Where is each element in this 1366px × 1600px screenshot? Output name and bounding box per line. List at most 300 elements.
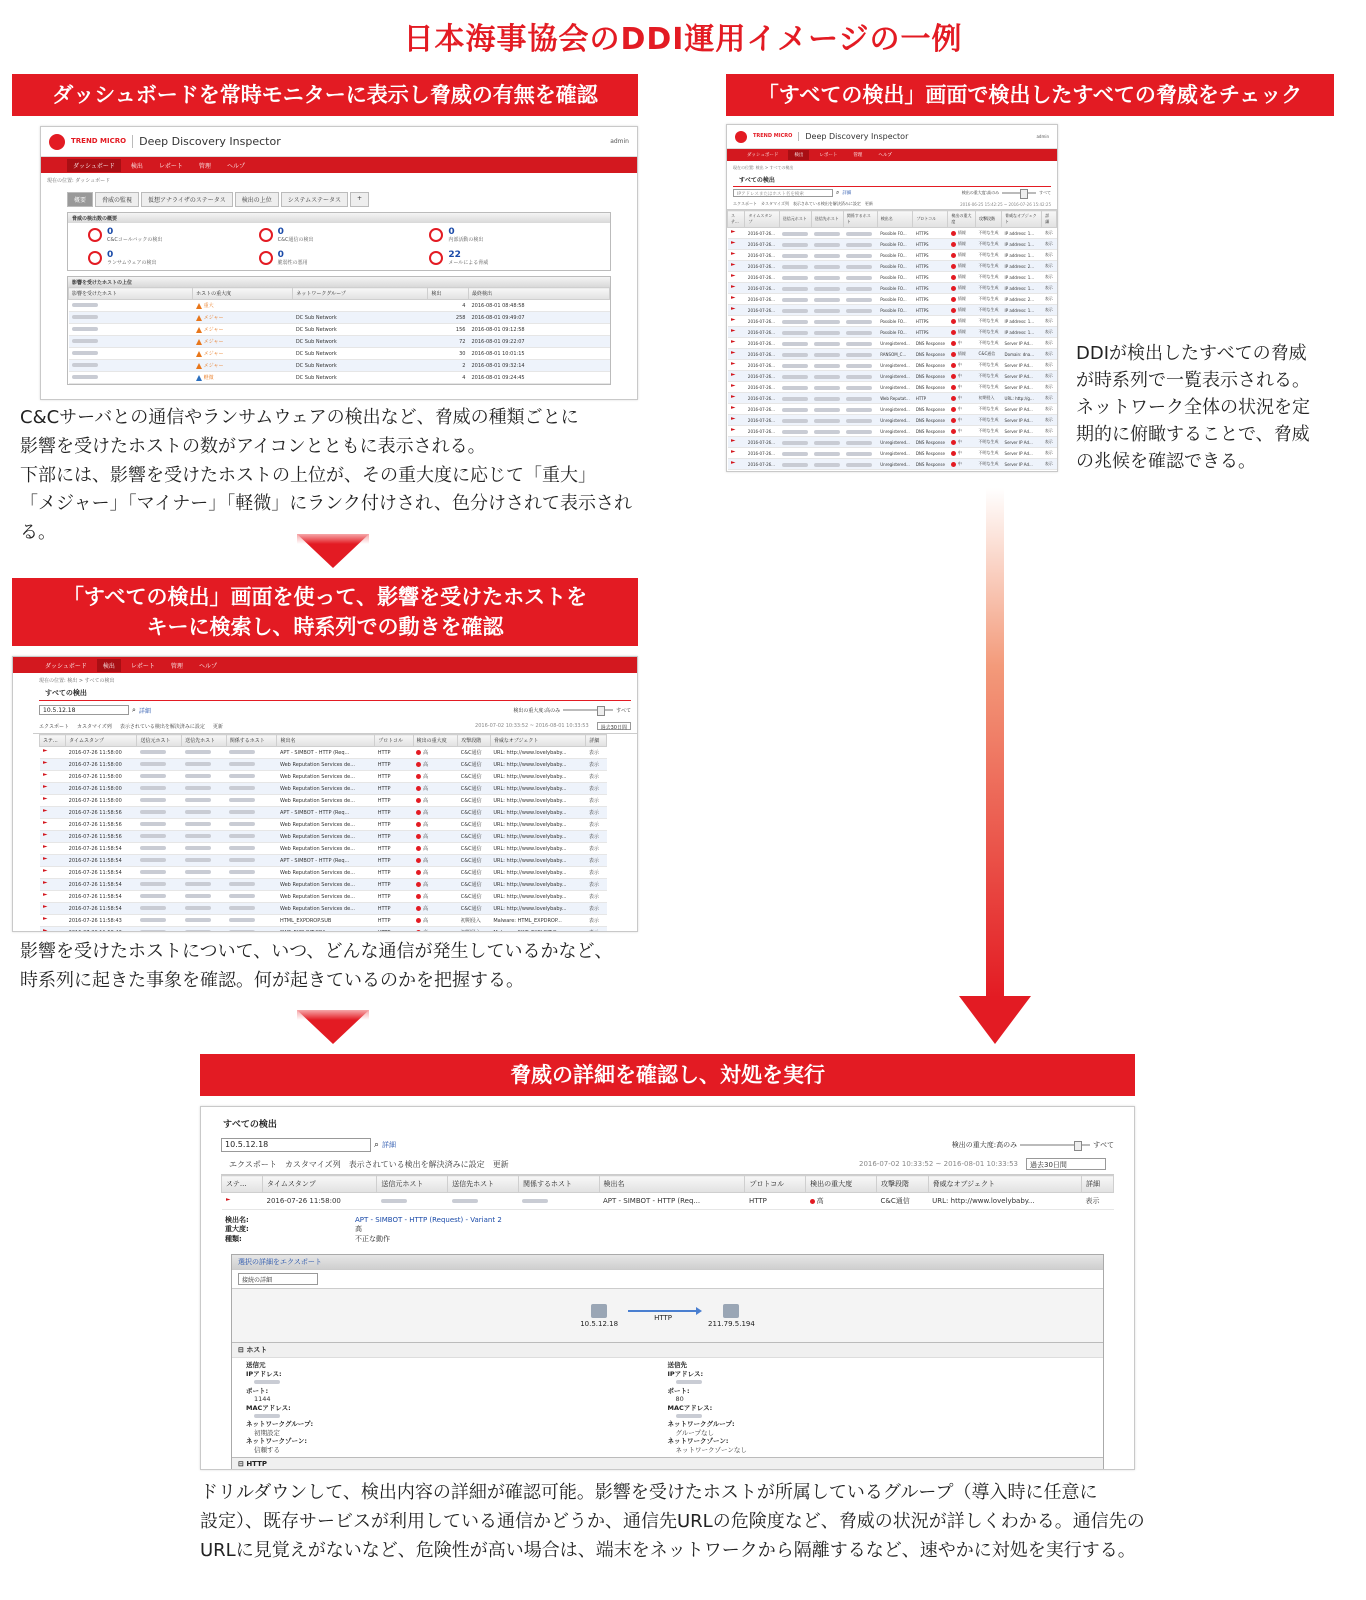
detail-link[interactable]: 表示 (1042, 371, 1057, 382)
detail-link[interactable]: 表示 (1042, 250, 1057, 261)
http-section-header[interactable]: ⊟ HTTP (232, 1457, 1103, 1470)
nav-dashboard[interactable]: ダッシュボード (747, 153, 779, 158)
table-row[interactable]: 2016-07-26... Unregistered... DNS Response 中 不明な生成 Server IP Ad... 表示 (728, 338, 1057, 349)
table-row[interactable]: メジャー DC Sub Network 2 2016-08-01 09:32:14 (69, 360, 610, 372)
column-header[interactable]: ステ... (728, 211, 745, 228)
detections-table (727, 210, 1057, 472)
table-row[interactable]: 2016-07-26 11:58:00 Web Reputation Services de... HTTP 高 C&C通信 URL: http://www.lovelybaby... 表示 (40, 795, 607, 807)
field: ネットワークグループ: グループなし (667, 1420, 735, 1437)
detail-link[interactable]: 表示 (1042, 327, 1057, 338)
redacted-value (814, 452, 840, 456)
field: ネットワークグループ: 初期設定 (246, 1420, 314, 1437)
column-header[interactable]: 脅威なオブジェクト (490, 735, 586, 747)
nav-admin[interactable]: 管理 (198, 162, 211, 170)
redacted-value (140, 894, 166, 898)
severity-icon (951, 297, 956, 302)
redacted-value (676, 1380, 702, 1384)
field: IPアドレス: (246, 1370, 668, 1387)
table-row[interactable]: 2016-07-26... Possible FO... HTTPS 情報 不明な生成 IP address: 1... 表示 (728, 250, 1057, 261)
app-header (41, 127, 637, 157)
column-header[interactable]: 攻撃段階 (876, 1176, 928, 1193)
customize-columns-button[interactable]: カスタマイズ列 (76, 723, 112, 730)
redacted-value (782, 408, 808, 412)
severity-all-label: すべて (616, 707, 631, 714)
nav-dashboard[interactable]: ダッシュボード (45, 662, 87, 670)
column-header[interactable]: 詳細 (1082, 1176, 1114, 1193)
main-nav (13, 657, 637, 673)
search-input[interactable]: IPアドレスまたはホスト名を検索 (733, 189, 833, 197)
redacted-value (814, 463, 840, 467)
counter-email[interactable]: 22 メールによる脅威 (429, 250, 590, 267)
detail-link[interactable]: 表示 (1042, 228, 1057, 239)
redacted-value (782, 353, 808, 357)
table-row[interactable]: 2016-07-26... Possible FO... HTTPS 情報 不明な生成 IP address: 1... 表示 (728, 305, 1057, 316)
table-row[interactable]: 2016-07-26 11:58:56 APT - SIMBOT - HTTP (Req... HTTP 高 C&C通信 URL: http://www.lovelybaby... 表示 (40, 807, 607, 819)
detail-link[interactable]: 表示 (1042, 459, 1057, 470)
redacted-value (782, 463, 808, 467)
table-row[interactable]: 重大 4 2016-08-01 08:48:58 (69, 300, 610, 312)
search-icon[interactable]: ⌕ (374, 1140, 380, 1150)
nav-detections[interactable]: 検出 (97, 659, 121, 672)
redacted-value (846, 243, 872, 247)
table-row[interactable]: 2016-07-26... Unregistered... DNS Response 中 不明な生成 Server IP Ad... 表示 (728, 437, 1057, 448)
detail-link[interactable]: 表示 (1042, 261, 1057, 272)
detail-link[interactable]: 表示 (586, 747, 607, 759)
column-header[interactable]: 関係するホスト (226, 735, 277, 747)
redacted-value (72, 303, 98, 307)
redacted-value (185, 834, 211, 838)
app-header (727, 125, 1057, 149)
table-row[interactable]: 2016-07-26... Web Reputat... HTTP 中 初期侵入 URL: http://g... 表示 (728, 393, 1057, 404)
flag-icon (731, 417, 736, 422)
table-row[interactable]: 2016-07-26 11:58:00 APT - SIMBOT - HTTP (Req... HTTP 高 C&C通信 URL: http://www.lovelybaby... 表示 (40, 747, 607, 759)
redacted-value (140, 930, 166, 932)
column-header[interactable]: 検出名 (277, 735, 375, 747)
redacted-value (452, 1199, 478, 1203)
severity-icon (951, 462, 956, 467)
table-row[interactable]: 2016-07-26 11:58:54 Web Reputation Services de... HTTP 高 C&C通信 URL: http://www.lovelybaby... 表示 (40, 879, 607, 891)
redacted-value (185, 762, 211, 766)
column-header[interactable]: 検出名 (599, 1176, 745, 1193)
refresh-button[interactable]: 更新 (212, 723, 223, 730)
redacted-value (185, 894, 211, 898)
export-button[interactable]: エクスポート (229, 1159, 277, 1169)
redacted-value (229, 750, 255, 754)
search-input[interactable]: 10.5.12.18 (221, 1138, 371, 1152)
detection-name-link[interactable]: APT - SIMBOT - HTTP (Request) - Variant 2 (355, 1216, 502, 1224)
search-icon[interactable]: ⌕ (836, 189, 840, 196)
redacted-value (185, 882, 211, 886)
column-header[interactable]: ステ... (40, 735, 66, 747)
severity-icon (196, 339, 202, 345)
trend-micro-logo-icon (735, 131, 747, 143)
severity-slider[interactable] (1002, 192, 1036, 194)
grid-toolbar (727, 199, 1057, 210)
redacted-value (254, 1380, 280, 1384)
redacted-value (185, 846, 211, 850)
date-range: 2016-07-02 10:33:52 ~ 2016-08-01 10:33:53 (475, 723, 589, 729)
column-header[interactable]: タイムスタンプ (66, 735, 137, 747)
table-row[interactable]: 2016-07-26... Unregistered... DNS Response 中 不明な生成 Server IP Ad... 表示 (728, 360, 1057, 371)
mark-resolved-button[interactable]: 表示されている検出を解決済みに設定 (792, 201, 861, 206)
detail-link[interactable]: 表示 (586, 915, 607, 927)
column-header[interactable]: 検出の重大度 (413, 735, 458, 747)
redacted-value (782, 441, 808, 445)
severity-icon (416, 894, 421, 899)
redacted-value (185, 810, 211, 814)
tab-va-status[interactable]: 仮想アナライザのステータス (141, 192, 233, 207)
period-select[interactable]: 過去30日間 (1026, 1158, 1106, 1170)
redacted-value (229, 858, 255, 862)
dashboard-tabs (41, 186, 637, 207)
detail-link[interactable]: 表示 (586, 843, 607, 855)
export-button[interactable]: エクスポート (733, 201, 757, 206)
severity-icon (951, 253, 956, 258)
detail-link[interactable]: 表示 (1042, 382, 1057, 393)
redacted-value (846, 265, 872, 269)
table-row[interactable]: 2016-07-26 11:58:00 Web Reputation Services de... HTTP 高 C&C通信 URL: http://www.lovelybaby... 表示 (40, 759, 607, 771)
search-bar (13, 701, 637, 719)
tab-system-status[interactable]: システムステータス (281, 192, 348, 207)
redacted-value (229, 798, 255, 802)
export-details-button[interactable]: 選択の詳細をエクスポート (232, 1255, 1103, 1269)
table-row[interactable]: 2016-07-26... Unregistered... DNS Response 中 不明な生成 Server IP Ad... 表示 (728, 426, 1057, 437)
protocol-node: HTTP (628, 1310, 698, 1322)
redacted-value (185, 798, 211, 802)
severity-icon (951, 429, 956, 434)
top-hosts-widget (67, 276, 611, 385)
redacted-value (185, 786, 211, 790)
redacted-value (185, 822, 211, 826)
counter-lateral[interactable]: 0 内部活動の検出 (429, 227, 590, 244)
redacted-value (140, 918, 166, 922)
redacted-value (72, 315, 98, 319)
detail-link[interactable]: 表示 (1042, 437, 1057, 448)
detail-link[interactable]: 表示 (586, 771, 607, 783)
severity-all-label: すべて (1039, 190, 1051, 195)
nav-admin[interactable]: 管理 (170, 662, 183, 670)
column-header[interactable]: 関係するホスト (518, 1176, 599, 1193)
table-row[interactable]: 2016-07-26 11:58:00 APT - SIMBOT - HTTP (Req... HTTP 高 C&C通信 URL: http://www.lovelybaby... 表示 (222, 1193, 1114, 1210)
flag-icon (731, 230, 736, 235)
table-row[interactable]: 2016-07-26 11:58:56 Web Reputation Services de... HTTP 高 C&C通信 URL: http://www.lovelybaby... 表示 (40, 831, 607, 843)
redacted-value (846, 320, 872, 324)
table-row[interactable]: 2016-07-26 11:58:54 Web Reputation Services de... HTTP 高 C&C通信 URL: http://www.lovelybaby... 表示 (40, 891, 607, 903)
severity-icon (196, 315, 202, 321)
table-row[interactable]: 2016-07-26... Unregistered... DNS Response 中 不明な生成 Server IP Ad... 表示 (728, 448, 1057, 459)
nav-detections[interactable]: 検出 (130, 162, 143, 170)
detail-link[interactable]: 表示 (586, 831, 607, 843)
nav-dashboard[interactable]: ダッシュボード (67, 159, 121, 172)
flag-icon (43, 845, 48, 850)
detail-link[interactable]: 表示 (1042, 426, 1057, 437)
table-row[interactable]: 2016-07-26 11:58:00 Web Reputation Services de... HTTP 高 C&C通信 URL: http://www.lovelybaby... 表示 (40, 771, 607, 783)
table-row[interactable]: 2016-07-26... Unregistered... DNS Response 中 不明な生成 Server IP Ad... 表示 (728, 404, 1057, 415)
detail-link[interactable]: 表示 (586, 855, 607, 867)
column-header[interactable]: プロトコル (375, 735, 413, 747)
severity-icon (951, 407, 956, 412)
severity-icon (196, 363, 202, 369)
detail-link[interactable]: 表示 (1042, 272, 1057, 283)
redacted-value (185, 858, 211, 862)
detail-link[interactable]: 表示 (1042, 349, 1057, 360)
column-header[interactable]: 送信先ホスト (448, 1176, 519, 1193)
table-row[interactable]: メジャー DC Sub Network 30 2016-08-01 10:01:15 (69, 348, 610, 360)
column-header[interactable]: ステ... (222, 1176, 263, 1193)
detail-link[interactable]: 表示 (586, 795, 607, 807)
redacted-value (814, 243, 840, 247)
host-section: 送信元 IPアドレス: ポート: 1144 MACアドレス: ネットワークグループ: 初期設定 ネットワークゾーン: 信頼する 送信先 IPアドレス: ポート: 80 MACアドレス: ネットワークグループ: グループなし ネットワークゾーン: ネットワークゾーンなし (232, 1358, 1103, 1457)
table-row[interactable]: メジャー DC Sub Network 156 2016-08-01 09:12:58 (69, 324, 610, 336)
redacted-value (782, 375, 808, 379)
step2-banner: 「すべての検出」画面を使って、影響を受けたホストを キーに検索し、時系列での動きを確認 (12, 578, 638, 646)
column-header[interactable]: 検出名 (877, 211, 913, 228)
advanced-search-link[interactable]: 詳細 (842, 191, 852, 196)
column-header[interactable]: 関係するホスト (843, 211, 877, 228)
redacted-value (846, 298, 872, 302)
detail-link[interactable]: 表示 (1042, 316, 1057, 327)
table-row[interactable]: 2016-07-26... Unregistered... DNS Response 中 不明な生成 Server IP Ad... 表示 (728, 415, 1057, 426)
detail-link[interactable]: 表示 (1042, 360, 1057, 371)
detections-table (221, 1175, 1114, 1210)
column-header[interactable]: 詳細 (1042, 211, 1057, 228)
ransomware-icon (88, 251, 102, 265)
table-row[interactable]: 2016-07-26... Unregistered... DNS Response 中 不明な生成 Server IP Ad... 表示 (728, 459, 1057, 470)
redacted-value (814, 232, 840, 236)
detail-link[interactable]: 表示 (586, 867, 607, 879)
table-row[interactable]: 2016-07-26... RANSOM_C... DNS Response 情報 C&C通信 Domain: dna... 表示 (728, 349, 1057, 360)
nav-reports[interactable]: レポート (130, 662, 155, 670)
column-header[interactable]: プロトコル (913, 211, 948, 228)
step2-caption: 影響を受けたホストについて、いつ、どんな通信が発生しているかなど、 時系列に起きた事象を確認。何が起きているのかを把握する。 (20, 941, 613, 991)
redacted-value (846, 309, 872, 313)
table-row[interactable]: メジャー DC Sub Network 72 2016-08-01 09:22:07 (69, 336, 610, 348)
nav-reports[interactable]: レポート (158, 162, 183, 170)
column-header[interactable]: 検出の重大度 (948, 211, 976, 228)
detail-link[interactable]: 表示 (1042, 283, 1057, 294)
nav-help[interactable]: ヘルプ (198, 662, 217, 670)
table-row[interactable]: 2016-07-26 11:58:54 Web Reputation Services de... HTTP 高 C&C通信 URL: http://www.lovelybaby... 表示 (40, 903, 607, 915)
page-title: 日本海事協会のDDI運用イメージの一例 (403, 22, 963, 57)
tab-threat-monitor[interactable]: 脅威の監視 (95, 192, 139, 207)
detail-link[interactable]: 表示 (1042, 448, 1057, 459)
detail-link[interactable]: 表示 (586, 903, 607, 915)
target-icon (88, 228, 102, 242)
redacted-value (522, 1199, 548, 1203)
redacted-value (782, 320, 808, 324)
advanced-search-link[interactable]: 詳細 (138, 707, 151, 715)
column-header[interactable]: 検出の重大度 (806, 1176, 877, 1193)
detail-link[interactable] (586, 927, 607, 933)
detail-link[interactable] (1042, 470, 1057, 473)
redacted-value (185, 750, 211, 754)
column-header[interactable]: 攻撃段階 (458, 735, 491, 747)
table-row[interactable]: 2016-07-26... Possible FO... HTTPS 情報 不明な生成 IP address: 1... 表示 (728, 316, 1057, 327)
severity-icon (951, 352, 956, 357)
severity-icon (951, 231, 956, 236)
table-row[interactable]: 2016-07-26 11:58:54 APT - SIMBOT - HTTP (Req... HTTP 高 C&C通信 URL: http://www.lovelybaby... 表示 (40, 855, 607, 867)
user-menu[interactable]: admin (1036, 134, 1049, 139)
refresh-button[interactable]: 更新 (492, 1159, 509, 1169)
redacted-value (229, 786, 255, 790)
column-header[interactable]: 送信元ホスト (137, 735, 182, 747)
column-header[interactable]: 脅威なオブジェクト (928, 1176, 1081, 1193)
trend-micro-logo-icon (49, 134, 65, 150)
table-row[interactable]: 2016-07-26... Possible FO... HTTPS 情報 不明な生成 IP address: 1... 表示 (728, 239, 1057, 250)
host-section-header[interactable]: ⊟ ホスト (232, 1342, 1103, 1358)
advanced-search-link[interactable]: 詳細 (382, 1141, 397, 1149)
search-input[interactable]: 10.5.12.18 (39, 705, 129, 715)
table-row[interactable]: 2016-07-26 11:58:43 HTML_EXPDROP.SUB HTTP 高 初期侵入 Malware: HTML_EXPDROP... 表示 (40, 915, 607, 927)
nav-detections[interactable]: 検出 (788, 150, 809, 160)
redacted-value (782, 298, 808, 302)
grid-toolbar (33, 719, 637, 734)
redacted-value (140, 870, 166, 874)
nav-help[interactable]: ヘルプ (878, 153, 892, 158)
main-nav (727, 149, 1057, 161)
column-header[interactable]: 詳細 (586, 735, 607, 747)
column-header[interactable]: 攻撃段階 (976, 211, 1002, 228)
counter-ransomware[interactable]: 0 ランサムウェアの検出 (88, 250, 249, 267)
table-row[interactable]: 2016-07-26... Possible FO... HTTPS 情報 不明な生成 IP address: 1... 表示 (728, 272, 1057, 283)
column-header[interactable]: プロトコル (745, 1176, 806, 1193)
tab-top-detections[interactable]: 検出の上位 (235, 192, 279, 207)
table-row[interactable]: 2016-07-26 11:58:00 Web Reputation Services de... HTTP 高 C&C通信 URL: http://www.lovelybaby... 表示 (40, 783, 607, 795)
redacted-value (782, 430, 808, 434)
column-header[interactable]: 送信元ホスト (377, 1176, 448, 1193)
table-row[interactable]: 2016-07-26... Possible FO... HTTPS 情報 不明な生成 IP address: 1... 表示 (728, 327, 1057, 338)
redacted-value (814, 419, 840, 423)
column-header[interactable]: 送信先ホスト (182, 735, 227, 747)
mail-icon (429, 251, 443, 265)
table-row[interactable] (40, 927, 607, 933)
tab-overview[interactable]: 概要 (67, 192, 93, 207)
user-menu[interactable]: admin (610, 138, 629, 145)
detail-link[interactable]: 表示 (586, 807, 607, 819)
counter-cc-callback[interactable]: 0 C&Cコールバックの検出 (88, 227, 249, 244)
dashboard-screenshot (40, 126, 638, 400)
redacted-value (846, 408, 872, 412)
brand-name: TREND MICRO (71, 137, 127, 145)
detail-link[interactable]: 表示 (586, 759, 607, 771)
table-row[interactable]: 2016-07-26 11:58:54 Web Reputation Services de... HTTP 高 C&C通信 URL: http://www.lovelybaby... 表示 (40, 843, 607, 855)
table-row[interactable]: 2016-07-26 11:58:54 Web Reputation Services de... HTTP 高 C&C通信 URL: http://www.lovelybaby... 表示 (40, 867, 607, 879)
column-header[interactable]: 送信先ホスト (811, 211, 843, 228)
detail-link[interactable]: 表示 (1042, 415, 1057, 426)
detail-link[interactable]: 表示 (1042, 305, 1057, 316)
redacted-value (140, 822, 166, 826)
grid-toolbar (221, 1154, 1114, 1175)
customize-columns-button[interactable]: カスタマイズ列 (760, 201, 789, 206)
redacted-value (782, 232, 808, 236)
table-row[interactable]: 2016-07-26... Unregistered... DNS Response 中 不明な生成 Server IP Ad... 表示 (728, 371, 1057, 382)
redacted-value (814, 265, 840, 269)
detail-link[interactable]: 表示 (1042, 338, 1057, 349)
nav-admin[interactable]: 管理 (853, 153, 863, 158)
add-tab-button[interactable]: + (350, 192, 369, 207)
table-row[interactable]: 2016-07-26 11:58:56 Web Reputation Services de... HTTP 高 C&C通信 URL: http://www.lovelybaby... 表示 (40, 819, 607, 831)
severity-icon (416, 918, 421, 923)
table-row[interactable]: 2016-07-26... Possible FO... HTTPS 情報 不明な生成 IP address: 1... 表示 (728, 228, 1057, 239)
column-header[interactable]: 送信元ホスト (779, 211, 811, 228)
section-title: すべての検出 (223, 1120, 277, 1130)
customize-columns-button[interactable]: カスタマイズ列 (284, 1159, 341, 1169)
detail-link[interactable]: 表示 (1042, 239, 1057, 250)
counter-cc-comm[interactable]: 0 C&C通信の検出 (259, 227, 420, 244)
redacted-value (814, 342, 840, 346)
flag-icon (731, 373, 736, 378)
severity-icon (951, 396, 956, 401)
column-header[interactable]: タイムスタンプ (745, 211, 779, 228)
top-hosts-table: 影響を受けたホスト ホストの重大度 ネットワークグループ 検出 最終検出 重大 4 2016-08-01 08:48:58 メジャー DC Sub Network 258 2016-08-01 09:49:07 メジャー DC Sub Network 156 2016-08-01 09:12:58 メジャー DC Sub Network 72 2016-08-01 09:22:07 メジャー DC Sub Network 30 2016-08-01 10:01:15 メジャー DC Sub Network 2 2016-08-01 09:32:14 軽微 DC Sub Network 4 2016-08-01 09:24:45 (68, 287, 610, 384)
redacted-value (846, 276, 872, 280)
detail-link[interactable]: 表示 (1082, 1193, 1114, 1210)
severity-slider[interactable] (1020, 1144, 1090, 1146)
table-row[interactable]: 2016-07-26... Possible FO... HTTPS 情報 不明な生成 IP address: 2... 表示 (728, 261, 1057, 272)
severity-icon (951, 308, 956, 313)
counter-exploit[interactable]: 0 脆弱性の悪用 (259, 250, 420, 267)
column-header[interactable]: 脅威なオブジェクト (1002, 211, 1042, 228)
detail-link[interactable]: 表示 (586, 879, 607, 891)
table-row[interactable] (728, 470, 1057, 473)
mark-resolved-button[interactable]: 表示されている検出を解決済みに設定 (348, 1159, 485, 1169)
search-icon[interactable]: ⌕ (132, 705, 136, 714)
detail-link[interactable]: 表示 (586, 891, 607, 903)
severity-icon (951, 286, 956, 291)
detail-link[interactable]: 表示 (586, 819, 607, 831)
table-row[interactable]: 2016-07-26... Unregistered... DNS Response 中 不明な生成 Server IP Ad... 表示 (728, 382, 1057, 393)
redacted-value (782, 419, 808, 423)
redacted-value (782, 397, 808, 401)
breadcrumb: 現在の位置: 検出 > すべての検出 (39, 678, 115, 684)
export-button[interactable]: エクスポート (39, 723, 69, 730)
severity-high-icon (810, 1199, 815, 1204)
table-row[interactable]: メジャー DC Sub Network 258 2016-08-01 09:49:07 (69, 312, 610, 324)
table-row[interactable]: 2016-07-26... Possible FO... HTTPS 情報 不明な生成 IP address: 2... 表示 (728, 294, 1057, 305)
table-row[interactable]: 2016-07-26... Possible FO... HTTPS 情報 不明な生成 IP address: 1... 表示 (728, 283, 1057, 294)
table-row[interactable]: 軽微 DC Sub Network 4 2016-08-01 09:24:45 (69, 372, 610, 384)
redacted-value (846, 386, 872, 390)
column-header[interactable]: タイムスタンプ (263, 1176, 377, 1193)
refresh-button[interactable]: 更新 (864, 201, 873, 206)
severity-icon (951, 275, 956, 280)
long-arrow-down-icon (955, 488, 1035, 1048)
detail-link[interactable]: 表示 (586, 783, 607, 795)
flag-icon (731, 285, 736, 290)
nav-reports[interactable]: レポート (819, 153, 838, 158)
flag-icon (43, 773, 48, 778)
redacted-value (254, 1414, 280, 1418)
redacted-value (381, 1199, 407, 1203)
detail-link[interactable]: 表示 (1042, 393, 1057, 404)
severity-icon (951, 418, 956, 423)
severity-icon (416, 882, 421, 887)
redacted-value (72, 375, 98, 379)
period-select[interactable]: 過去30日間 (597, 722, 631, 730)
detail-link[interactable]: 表示 (1042, 404, 1057, 415)
severity-icon (416, 906, 421, 911)
connection-details-tab[interactable]: 接続の詳細 (238, 1273, 318, 1285)
mark-resolved-button[interactable]: 表示されている検出を解決済みに設定 (119, 723, 205, 730)
arrow-down-icon (297, 1010, 369, 1044)
nav-help[interactable]: ヘルプ (226, 162, 245, 170)
field: ネットワークゾーン: 信頼する (246, 1437, 307, 1454)
detail-link[interactable]: 表示 (1042, 294, 1057, 305)
severity-slider[interactable] (563, 709, 613, 711)
redacted-value (814, 430, 840, 434)
widget-title: 脅威の検出数の概要 (68, 213, 610, 223)
computer-icon (591, 1304, 607, 1318)
